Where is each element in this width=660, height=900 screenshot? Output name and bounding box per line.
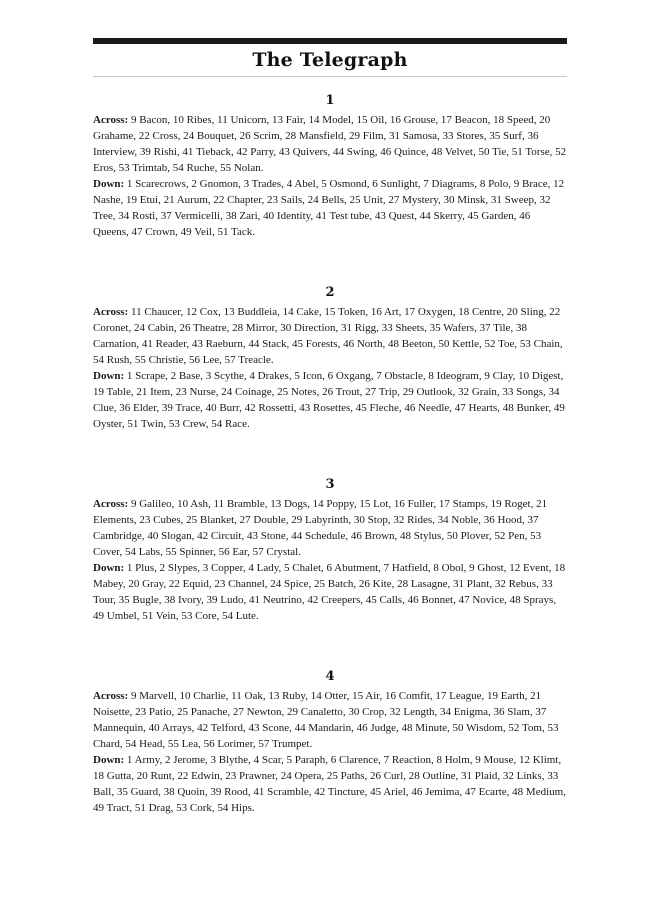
puzzle-number: 4	[325, 669, 335, 684]
across-label: Across:	[93, 114, 129, 126]
down-label: Down:	[93, 562, 125, 574]
down-answers	[93, 752, 567, 816]
down-text: 1 Plus, 2 Slypes, 3 Copper, 4 Lady, 5 Chalet, 6 Abutment, 7 Hatfield, 8 Obol, 9 Ghost, 12 Event, 18 Mabey, 20 Gray, 22 Equid, 23 Channel, 24 Spice, 25 Batch, 26 Kite, 28 Lasagne, 31 Plant, 32 Rebus, 33 Tour, 35 Bugle, 38 Ivory, 39 Ludo, 41 Neutrino, 42 Creepers, 45 Calls, 46 Bonnet, 47 Novice, 48 Sprays, 49 Umbel, 51 Vein, 53 Core, 54 Lute.	[93, 562, 566, 622]
across-label: Across:	[93, 498, 129, 510]
across-label: Across:	[93, 306, 129, 318]
across-answers	[93, 688, 567, 752]
across-text: 9 Galileo, 10 Ash, 11 Bramble, 13 Dogs, 14 Poppy, 15 Lot, 16 Fuller, 17 Stamps, 19 Roget, 21 Elements, 23 Cubes, 25 Blanket, 27 Double, 29 Labyrinth, 30 Stop, 32 Rides, 34 Noble, 36 Hood, 37 Cambridge, 40 Slogan, 42 Circuit, 43 Stone, 44 Schedule, 46 Brown, 48 Stylus, 50 Plover, 52 Pen, 53 Cover, 54 Labs, 55 Spinner, 56 Ear, 57 Crystal.	[93, 498, 548, 558]
across-answers	[93, 112, 567, 176]
across-text: 9 Marvell, 10 Charlie, 11 Oak, 13 Ruby, 14 Otter, 15 Air, 16 Comfit, 17 League, 19 Earth, 21 Noisette, 23 Patio, 25 Panache, 27 Newton, 29 Canaletto, 30 Crop, 32 Length, 34 Enigma, 36 Slam, 37 Mannequin, 40 Arrays, 42 Telford, 43 Scone, 44 Mandarin, 46 Judge, 48 Minute, 50 Wisdom, 52 Tom, 53 Chard, 54 Head, 55 Lea, 56 Lorimer, 57 Trumpet.	[93, 690, 559, 750]
across-text: 9 Bacon, 10 Ribes, 11 Unicorn, 13 Fair, 14 Model, 15 Oil, 16 Grouse, 17 Beacon, 18 Speed, 20 Grahame, 22 Cross, 24 Bouquet, 26 Scrim, 28 Mansfield, 29 Film, 31 Samosa, 33 Stores, 35 Surf, 36 Interview, 39 Rishi, 41 Tieback, 42 Parry, 43 Quivers, 44 Swing, 46 Quince, 48 Velvet, 50 Tie, 51 Torse, 52 Eros, 53 Trimtab, 54 Ruche, 55 Nolan.	[93, 114, 567, 174]
down-answers	[93, 560, 567, 624]
down-text: 1 Scarecrows, 2 Gnomon, 3 Trades, 4 Abel, 5 Osmond, 6 Sunlight, 7 Diagrams, 8 Polo, 9 Brace, 12 Nashe, 19 Etui, 21 Aurum, 22 Chapter, 23 Sails, 24 Bells, 25 Unit, 27 Mystery, 30 Minsk, 31 Sweep, 32 Tree, 34 Rosti, 37 Vermicelli, 38 Zari, 40 Identity, 41 Test tube, 43 Quest, 44 Skerry, 45 Garden, 46 Queens, 47 Crown, 49 Veil, 51 Tack.	[93, 178, 565, 238]
across-text: 11 Chaucer, 12 Cox, 13 Buddleia, 14 Cake, 15 Token, 16 Art, 17 Oxygen, 18 Centre, 20 Sling, 22 Coronet, 24 Cabin, 26 Theatre, 28 Mirror, 30 Direction, 31 Rigg, 33 Sheets, 35 Wafers, 37 Tile, 38 Carnation, 41 Reader, 43 Raeburn, 44 Stack, 45 Forests, 46 North, 48 Beeton, 50 Kettle, 52 Toe, 53 Chain, 54 Rush, 55 Christie, 56 Lee, 57 Treacle.	[93, 306, 563, 366]
puzzle-section	[93, 284, 567, 432]
down-text: 1 Scrape, 2 Base, 3 Scythe, 4 Drakes, 5 Icon, 6 Oxgang, 7 Obstacle, 8 Ideogram, 9 Clay, 10 Digest, 19 Table, 21 Item, 23 Nurse, 24 Coinage, 25 Notes, 26 Trout, 27 Trip, 29 Outlook, 32 Grain, 33 Songs, 34 Clue, 36 Elder, 39 Trace, 40 Burr, 42 Rossetti, 43 Rosettes, 45 Fleche, 46 Needle, 47 Hearts, 48 Bunker, 49 Oyster, 51 Twin, 53 Crew, 54 Race.	[93, 370, 565, 430]
puzzle-section	[93, 92, 567, 240]
down-label: Down:	[93, 370, 125, 382]
down-answers	[93, 368, 567, 432]
down-label: Down:	[93, 178, 125, 190]
down-label: Down:	[93, 754, 125, 766]
across-label: Across:	[93, 690, 129, 702]
puzzle-number: 2	[325, 285, 335, 300]
top-rule	[93, 38, 567, 44]
across-answers	[93, 304, 567, 368]
divider	[93, 76, 567, 77]
masthead-logo: The Telegraph	[252, 49, 408, 71]
down-text: 1 Army, 2 Jerome, 3 Blythe, 4 Scar, 5 Paraph, 6 Clarence, 7 Reaction, 8 Holm, 9 Mouse, 12 Klimt, 18 Gutta, 20 Runt, 22 Edwin, 23 Prawner, 24 Opera, 25 Paths, 26 Curl, 28 Outline, 31 Plaid, 32 Links, 33 Ball, 35 Guard, 38 Quoin, 39 Rood, 41 Scramble, 42 Tincture, 45 Ariel, 46 Jemima, 47 Ecarte, 48 Medium, 49 Tract, 51 Drag, 53 Cork, 54 Hips.	[93, 754, 566, 814]
puzzle-number: 1	[325, 93, 335, 108]
down-answers	[93, 176, 567, 240]
puzzle-number: 3	[325, 477, 335, 492]
puzzle-section	[93, 476, 567, 624]
puzzle-section	[93, 668, 567, 816]
across-answers	[93, 496, 567, 560]
